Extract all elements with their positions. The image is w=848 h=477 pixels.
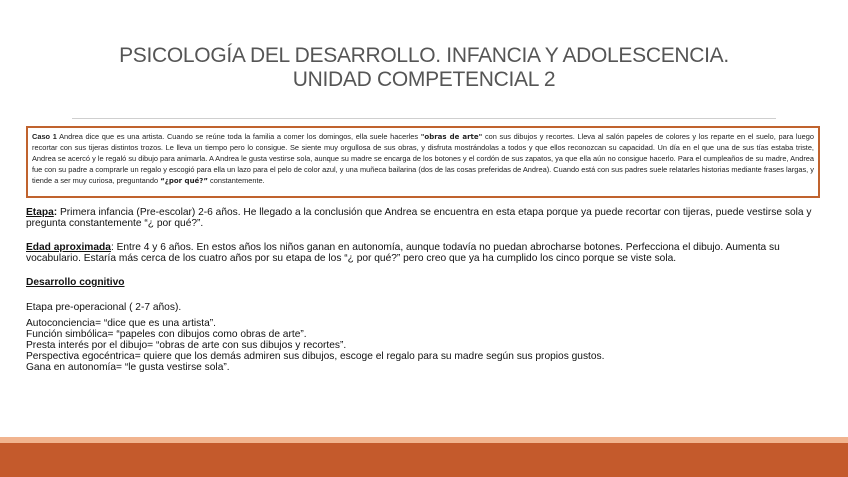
edad-paragraph <box>26 242 826 264</box>
case-quote-porque: “¿por qué?” <box>160 176 208 185</box>
etapa-text: Primera infancia (Pre-escolar) 2-6 años. He llegado a la conclusión que Andrea se encuentra en esta etapa porque ya puede recortar con tijeras, puede vestirse sola y pregunta constantemente “¿ por qué?”. <box>26 207 812 229</box>
title-divider <box>72 118 776 119</box>
etapa-label: Etapa <box>26 207 54 218</box>
list-item: Perspectiva egocéntrica= quiere que los demás admiren sus dibujos, escoge el regalo para su madre según sus propios gustos. <box>26 351 605 362</box>
list-item: Autoconciencia= “dice que es una artista”. <box>26 318 216 329</box>
cognitivo-stage: Etapa pre-operacional ( 2-7 años). <box>26 302 182 313</box>
etapa-paragraph <box>26 207 826 229</box>
case-text-part1: Andrea dice que es una artista. Cuando se reúne toda la familia a comer los domingos, ella suele hacerles <box>56 132 421 141</box>
slide-title-line1: PSICOLOGÍA DEL DESARROLLO. INFANCIA Y ADOLESCENCIA. <box>119 44 729 67</box>
slide-title <box>0 44 848 92</box>
edad-text: : Entre 4 y 6 años. En estos años los niños ganan en autonomía, aunque todavía no puedan abrocharse botones. Perfecciona el dibujo. Aumenta su vocabulario. Estaría más cerca de los cuatro años por su etapa de los “¿ por qué?” pero creo que ya ha cumplido los cinco porque se viste sola. <box>26 242 780 264</box>
list-item: Presta interés por el dibujo= “obras de arte con sus dibujos y recortes”. <box>26 340 347 351</box>
case-box <box>26 126 820 198</box>
cognitivo-list <box>26 318 826 373</box>
edad-label: Edad aproximada <box>26 242 111 253</box>
slide-title-line2: UNIDAD COMPETENCIAL 2 <box>292 68 556 91</box>
case-quote-obras: "obras de arte" <box>420 133 483 141</box>
footer-bar <box>0 443 848 477</box>
cognitivo-heading <box>26 277 826 288</box>
case-label: Caso 1 <box>32 132 57 141</box>
case-text-part2: con sus dibujos y recortes. Lleva al salón papeles de colores y los reparte en el suelo, para luego recortar con sus tijeras distintos trozos. Le lleva un tiempo pero lo consigue. Se siente muy orgullosa de sus obras, y disfruta mostrándolas a todos y que ellos reconozcan su capacidad. Un día en el que una de sus tías estaba triste, Andrea se acercó y le regaló su dibujo para animarla. A Andrea le gusta vestirse sola, aunque su madre se encarga de los botones y el cordón de sus zapatos, ya que ella aún no consigue hacerlo. Para el cumpleaños de su madre, Andrea fue con su padre a comprarle un regalo y escogió para ella un lazo para el pelo de color azul, y una muñeca bailarina (dos de las cosas preferidas de Andrea). Cuando está con sus padres suele relatarles historias mediante frases largas, y tiende a ser muy curiosa, preguntando <box>32 132 814 185</box>
list-item: Función simbólica= “papeles con dibujos como obras de arte”. <box>26 329 307 340</box>
etapa-colon: : <box>53 207 58 218</box>
case-text-part3: constantemente. <box>207 175 265 185</box>
cognitivo-heading-text: Desarrollo cognitivo <box>26 277 125 288</box>
list-item: Gana en autonomía= “le gusta vestirse sola”. <box>26 362 230 373</box>
